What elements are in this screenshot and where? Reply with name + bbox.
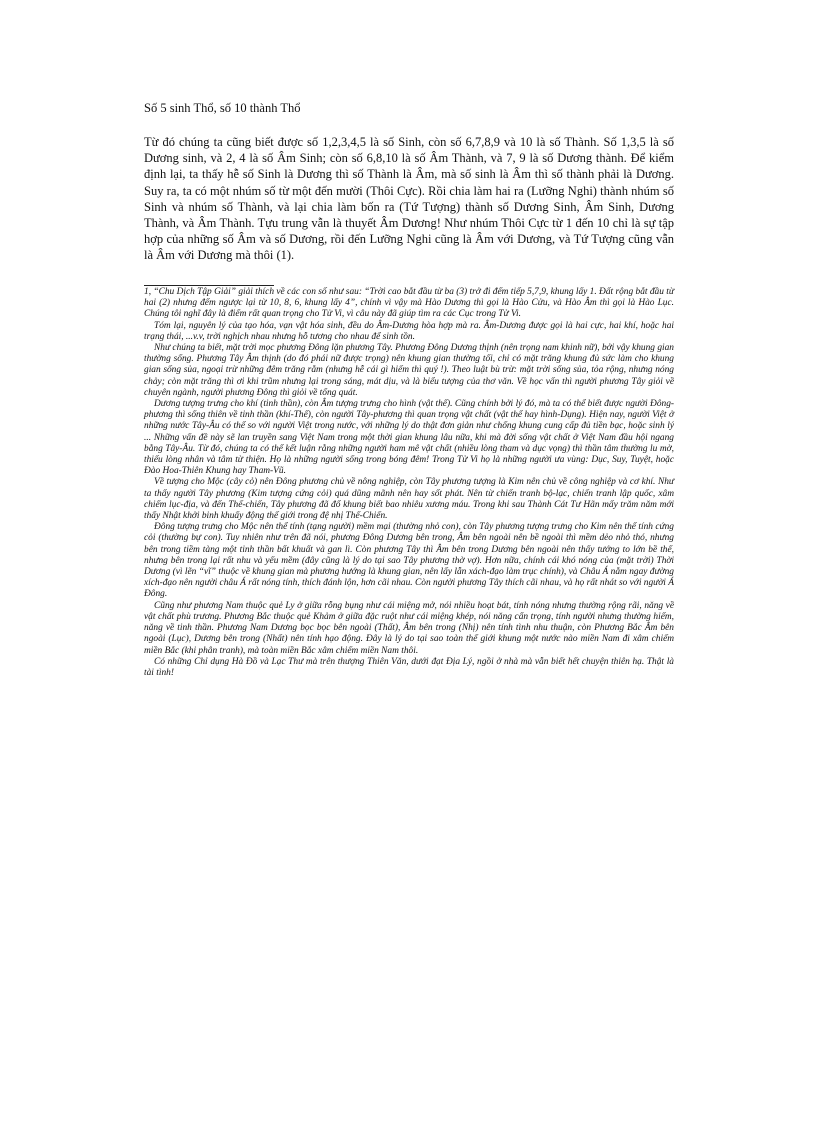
footnote-paragraph: Cũng như phương Nam thuộc quẻ Ly ở giữa rỗng bụng như cái miệng mở, nói nhiều hoạt bát, tính nóng nhưng thường rộng rãi, năng về vật chất phù trương. Phương Bắc thuộc quẻ Khảm ở giữa đặc ruột như cái miệng khép, nói năng cẩn trọng, tính người nhưng thường hiểm, năng về tinh thần. Phương Nam Dương bọc bọc bên ngoài (Thất), Âm bên trong (Nhị) nên tính tình nhu thuận, còn Phương Bắc Âm bên ngoài (Lục), Dương bên trong (Nhất) nên tính hạo động. Đây là lý do tại sao toàn thế giới khung một nước nào miền Nam đi xâm chiếm miền Bắc (khi phân tranh), mà toàn miền Bắc xâm chiếm miền Nam thôi.: [144, 600, 674, 656]
footnote-paragraph: Có những Chỉ dụng Hà Đồ và Lạc Thư mà trên thượng Thiên Văn, dưới đạt Địa Lý, ngồi ở nhà mà vẫn biết hết chuyện thiên hạ. Thật là tài tình!: [144, 656, 674, 678]
footnote-separator: [144, 285, 274, 286]
footnote-paragraph: Dương tượng trưng cho khí (tinh thần), còn Âm tượng trưng cho hình (vật thể). Cũng chính bởi lý đó, mà ta có thể biết được người Đông-phương thì sống thiên về tinh thần (khí-Thể), còn người Tây-phương thì quan trọng vật chất (vật thể hay hình-Dụng). Hiện nay, người Việt ở những nước Tây-Âu có thể so với người Việt trong nước, với những lý do thật đơn giản như chống khung cung cấp đủ tiền bạc, hoặc sinh lý ... Những vấn đề này sẽ lan truyền sang Việt Nam trong một thời gian khung lâu nữa, khi mà đời sống vật chất ở Việt Nam đầu hội ngang bằng Tây-Âu. Từ đó, chúng ta có thể kết luận rằng những người ham mê vật chất (nhiều lòng tham và dục vọng) thì thần tâm thường lu mờ, thiếu lòng nhân và tâm từ thiện. Họ là những người sống trong bóng đêm! Trong Tử Vi họ là những người ưa vùng: Dục, Suy, Tuyệt, hoặc Đào Hoa-Thiên Khung hay Tham-Vũ.: [144, 399, 674, 477]
footnote-1: 1, “Chu Dịch Tập Giải” giải thích về các con số như sau: “Trời cao bắt đầu từ ba (3) trở đi đếm tiếp 5,7,9, khung lấy 1. Đất rộng bắt đầu từ hai (2) nhưng đếm ngược lại từ 10, 8, 6, khung lấy 4”, chính vì vậy mà Hào Dương thì gọi là Hào Cửu, và Hào Âm thì gọi là Hào Lục. Chúng tôi nghĩ đây là điểm rất quan trọng cho Tử Vi, vì câu này đã giúp tìm ra các Cục trong Tử Vi.: [144, 287, 674, 320]
footnote-paragraph: Như chúng ta biết, mặt trời mọc phương Đông lặn phương Tây. Phương Đông Dương thịnh (nên trọng nam khinh nữ), bởi vậy khung gian thường sống. Phương Tây Âm thịnh (do đó phái nữ được trọng) nên khung gian thường tối, chỉ có mặt trăng khung đủ sức làm cho khung gian sống sủa, ngoại trừ những đêm trăng rằm (nhưng hễ cái gì hiếm thì quý !). Theo luật bù trừ: mặt trời sống sủa, tỏa rộng, nhưng nóng chảy; còn mặt trăng thì ơi khi trũm nhưng lại trong sáng, mát dịu, và là biểu tượng của thơ văn. Về học vấn thì người phương Tây giỏi về chuyên ngành, người phương Đông thì giỏi về tổng quát.: [144, 343, 674, 398]
footnotes: [144, 287, 674, 679]
main-paragraph: Từ đó chúng ta cũng biết được số 1,2,3,4,5 là số Sinh, còn số 6,7,8,9 và 10 là số Thành. Số 1,3,5 là số Dương sinh, và 2, 4 là số Âm Sinh; còn số 6,8,10 là số Âm Thành, và 7, 9 là số Dương thành. Để kiểm định lại, ta thấy hễ số Sinh là Dương thì số Thành là Âm, mà số sinh là Âm thì số thành phải là Dương. Suy ra, ta có một nhúm số từ một đến mười (Thôi Cực). Rồi chia làm hai ra (Lưỡng Nghi) thành nhúm số Sinh và nhúm số Thành, và lại chia làm bốn ra (Tứ Tượng) thành số Dương Sinh, Âm Sinh, Dương Thành, và Âm Thành. Tựu trung vẫn là thuyết Âm Dương! Như nhúm Thôi Cực từ 1 đến 10 chỉ là sự tập hợp của những số Âm và số Dương, rồi đến Lưỡng Nghi cũng là Âm với Dương, và Tứ Tượng cũng vẫn là Âm với Dương mà thôi (1).: [144, 135, 674, 263]
footnote-paragraph: Về tượng cho Mộc (cây cỏ) nên Đông phương chủ về nông nghiệp, còn Tây phương tượng là Kim nên chủ về công nghiệp và cơ khí. Như ta thấy người Tây phương (Kim tượng cứng cỏi) quá dũng mãnh nên hay sốt phát. Nên từ chiến tranh bộ-lạc, chiến tranh lập quốc, xâm chiếm lục-địa, và đến Thế-chiến, Tây phương đã đổ khung biết bao nhiêu xương máu. Trong khi sau Thành Cát Tư Hãn mấy trăm năm mới thấy Nhật khởi binh khuấy động thế giới trong đệ nhị Thế-Chiến.: [144, 477, 674, 522]
footnote-paragraph: Đông tượng trưng cho Mộc nên thể tính (tạng người) mềm mại (thường nhỏ con), còn Tây phương tượng trưng cho Kim nên thể tính cứng cỏi (thường bự con). Tuy nhiên như trên đã nói, phương Đông Dương bên trong, Âm bên ngoài nên bề ngoài thì mềm dẻo nhỏ thó, nhưng bên trong tiềm tàng một tinh thần bất khuất và gan lì. Còn phương Tây thì Âm bên trong Dương bên ngoài nên thấy tướng to lớn bề thế, nhưng bên trong lại rất nhu và yếu mềm (đây cũng là lý do tại sao Tây phương thờ vợ). Hơn nữa, chính cái khó nóng của (mặt trời) Thời Dương (vì lẽn “vĩ” thuộc về khung gian mà phương hướng là khung gian, nên lấy lẫn xách-đạo làm trục chính), và Châu Á nằm ngay đường xích-đạo nên người châu Á rất nóng tính, thích đánh lộn, hơn cãi nhau. Còn người phương Tây thích cãi nhau, và họ rất nhát so với người Á Đông.: [144, 522, 674, 600]
section-heading: Số 5 sinh Thổ, số 10 thành Thổ: [144, 101, 301, 115]
footnote-paragraph: Tóm lại, nguyên lý của tạo hóa, vạn vật hóa sinh, đều do Âm-Dương hòa hợp mà ra. Âm-Dương được gọi là hai cực, hai khí, hoặc hai trạng thái, ...v.v, trời nghịch nhau nhưng hỗ tương cho nhau để sinh tồn.: [144, 320, 674, 342]
